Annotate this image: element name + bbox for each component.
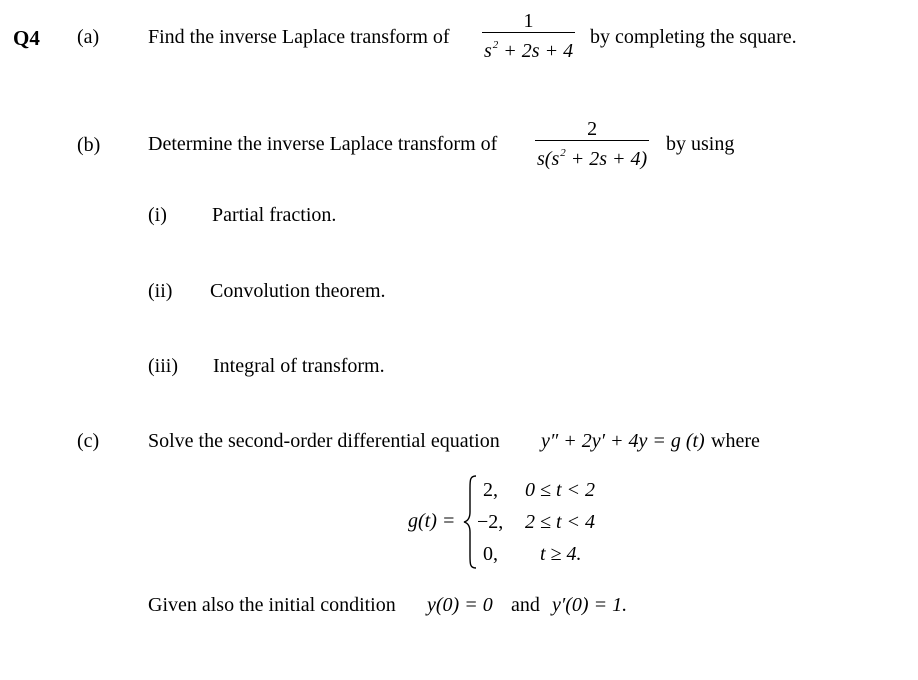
part-a-fraction-denominator: $s^2 + 2s + 4$ xyxy=(484,39,574,63)
part-c-text: Solve the second-order differential equation xyxy=(148,430,500,452)
part-b-fraction-numerator: 2 xyxy=(587,118,598,140)
part-b-item-label: (iii) xyxy=(148,355,178,377)
part-a-text-after: by completing the square. xyxy=(590,26,797,48)
initial-condition-eq2: y′(0) = 1. xyxy=(552,594,628,616)
part-b-fraction-denominator: $s(s^2 + 2s + 4)$ xyxy=(537,147,648,171)
case-condition: 0 ≤ t < 2 xyxy=(525,479,596,501)
part-c-equation: y″ + 2y′ + 4y = g (t) xyxy=(541,430,705,452)
part-b-item-text: Convolution theorem. xyxy=(210,280,386,302)
case-value: 2, xyxy=(483,479,498,501)
part-b-item-label: (ii) xyxy=(148,280,173,302)
part-a-fraction xyxy=(482,10,575,63)
part-a-text: Find the inverse Laplace transform of xyxy=(148,26,450,48)
initial-condition-and: and xyxy=(511,594,540,616)
question-number: Q4 xyxy=(13,26,40,50)
initial-condition-text: Given also the initial condition xyxy=(148,594,396,616)
piecewise-lhs: g(t) = xyxy=(408,510,456,532)
part-b-item-label: (i) xyxy=(148,204,167,226)
part-a-label: (a) xyxy=(77,26,100,48)
part-c-text-after: where xyxy=(711,430,760,452)
case-value: 0, xyxy=(483,543,498,565)
part-b-item-text: Partial fraction. xyxy=(212,204,337,226)
case-condition: 2 ≤ t < 4 xyxy=(525,511,596,533)
part-b-text: Determine the inverse Laplace transform of xyxy=(148,133,498,155)
part-a-fraction-numerator: 1 xyxy=(523,10,534,32)
part-b-item-text: Integral of transform. xyxy=(213,355,385,377)
left-brace xyxy=(462,474,478,570)
case-value: −2, xyxy=(477,511,504,533)
part-b-fraction xyxy=(535,118,649,171)
part-b-text-after: by using xyxy=(666,133,735,155)
initial-condition-eq1: y(0) = 0 xyxy=(427,594,493,616)
part-c-label: (c) xyxy=(77,430,100,452)
case-condition: t ≥ 4. xyxy=(540,543,582,565)
part-b-label: (b) xyxy=(77,134,101,156)
